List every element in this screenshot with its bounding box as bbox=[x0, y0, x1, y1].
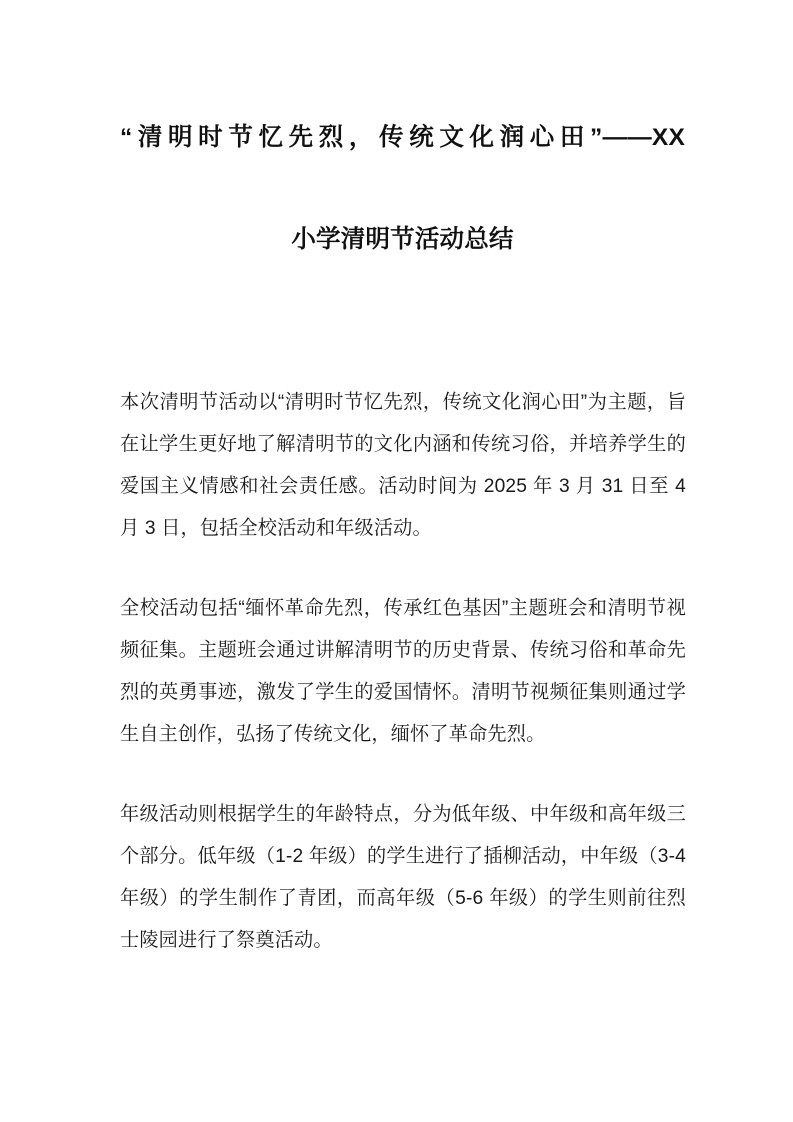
body-paragraph: 本次清明节活动以“清明时节忆先烈，传统文化润心田”为主题，旨在让学生更好地了解清明节的文化内涵和传统习俗，并培养学生的爱国主义情感和社会责任感。活动时间为 2025 年 3 月 31 日至 4 月 3 日，包括全校活动和年级活动。 bbox=[120, 392, 686, 539]
document-body bbox=[120, 382, 686, 962]
document-title-line-1: “清明时节忆先烈，传统文化润心田”——XX bbox=[120, 124, 685, 151]
body-paragraph: 年级活动则根据学生的年龄特点，分为低年级、中年级和高年级三个部分。低年级（1-2 年级）的学生进行了插柳活动，中年级（3-4 年级）的学生制作了青团，而高年级（5-6 年级）的学生则前往烈士陵园进行了祭奠活动。 bbox=[120, 804, 686, 951]
document-title bbox=[120, 118, 685, 260]
document-title-line-2: 小学清明节活动总结 bbox=[291, 226, 514, 253]
body-paragraph: 全校活动包括“缅怀革命先烈，传承红色基因”主题班会和清明节视频征集。主题班会通过讲解清明节的历史背景、传统习俗和革命先烈的英勇事迹，激发了学生的爱国情怀。清明节视频征集则通过学生自主创作，弘扬了传统文化，缅怀了革命先烈。 bbox=[120, 598, 686, 745]
